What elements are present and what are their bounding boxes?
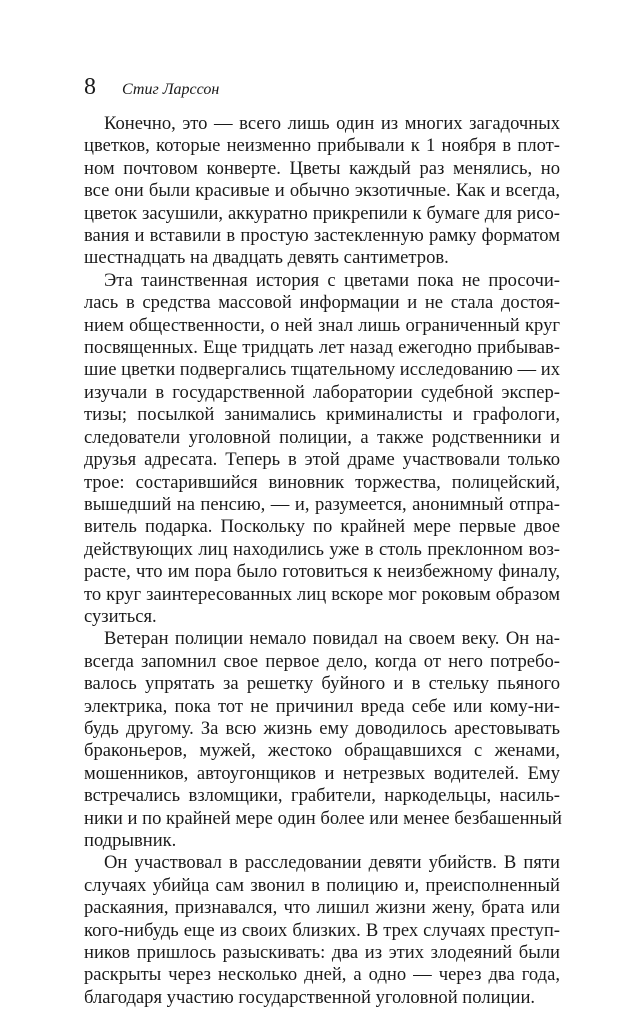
text-line: расте, что им пора было готовиться к неизбежному финалу,	[84, 561, 560, 583]
text-line: подрывник.	[84, 830, 177, 851]
text-line: действующих лиц находились уже в столь преклонном воз-	[84, 538, 560, 560]
text-line: будь другому. За всю жизнь ему доводилось арестовывать	[84, 717, 560, 739]
text-line: тизы; посылкой занимались криминалисты и графологи,	[84, 404, 560, 426]
text-line: все они были красивые и обычно экзотичные. Как и всегда,	[84, 180, 560, 202]
text-line: вания и вставили в простую застекленную рамку форматом	[84, 225, 560, 247]
running-head	[84, 74, 219, 104]
text-line: Он участвовал в расследовании девяти убийств. В пяти	[104, 852, 560, 874]
text-line: раскрыты через несколько дней, а одно — через два года,	[84, 964, 560, 986]
text-line: изучали в государственной лаборатории судебной экспер-	[84, 381, 560, 403]
paragraph	[84, 113, 560, 270]
text-line: шие цветки подвергались тщательному исследованию — их	[84, 359, 561, 381]
text-line: валось упрятать за решетку буйного и в стельку пьяного	[84, 673, 560, 695]
text-line: электрика, пока тот не причинил вреда себе или кому-ни-	[84, 695, 560, 717]
text-line: трое: состарившийся виновник торжества, полицейский,	[84, 471, 560, 493]
paragraph	[84, 628, 560, 852]
text-line: Ветеран полиции немало повидал на своем веку. Он на-	[104, 628, 560, 650]
text-line: встречались взломщики, грабители, наркодельцы, насиль-	[84, 785, 560, 807]
text-line: витель подарка. Поскольку по крайней мере первые двое	[84, 516, 560, 538]
text-line: цветков, которые неизменно прибывали к 1 ноября в плот-	[84, 135, 560, 157]
text-line: браконьеров, мужей, жестоко обращавшихся с женами,	[84, 740, 560, 762]
text-line: сузиться.	[84, 605, 157, 627]
text-line: друзья адресата. Теперь в этой драме участвовали только	[84, 449, 560, 471]
body-text	[84, 113, 560, 1009]
text-line: Конечно, это — всего лишь один из многих загадочных	[104, 113, 560, 134]
text-line: посвященных. Еще тридцать лет назад ежегодно прибывав-	[84, 337, 560, 359]
text-line: ном почтовом конверте. Цветы каждый раз менялись, но	[84, 157, 560, 179]
page-number: 8	[84, 74, 96, 100]
text-line: ники и по крайней мере один более или менее безбашенный	[84, 807, 562, 829]
text-line: случаях убийца сам звонил в полицию и, преисполненный	[84, 874, 560, 896]
text-line: кого-нибудь еще из своих близких. В трех случаях преступ-	[84, 919, 560, 941]
text-line: нием общественности, о ней знал лишь ограниченный круг	[84, 314, 560, 336]
text-line: шестнадцать на двадцать девять сантиметров.	[84, 247, 449, 269]
text-line: вышедший на пенсию, — и, разумеется, анонимный отпра-	[84, 493, 560, 515]
text-line: мошенников, автоугонщиков и нетрезвых водителей. Ему	[84, 762, 560, 784]
author-name: Стиг Ларссон	[122, 81, 220, 98]
text-line: лась в средства массовой информации и не стала достоя-	[84, 292, 560, 314]
text-line: благодаря участию государственной уголовной полиции.	[84, 986, 536, 1008]
text-line: всегда запомнил свое первое дело, когда от него потребо-	[84, 650, 560, 672]
text-line: ников пришлось разыскивать: два из этих злодеяний были	[84, 942, 560, 964]
paragraph	[84, 852, 560, 1009]
text-line: раскаяния, признавался, что лишил жизни жену, брата или	[84, 897, 560, 919]
text-line: Эта таинственная история с цветами пока не просочи-	[104, 269, 560, 291]
text-line: цветок засушили, аккуратно прикрепили к бумаге для рисо-	[84, 202, 560, 224]
text-line: то круг заинтересованных лиц вскоре мог роковым образом	[84, 583, 560, 605]
paragraph	[84, 270, 560, 629]
text-line: следователи уголовной полиции, а также родственники и	[84, 426, 560, 448]
